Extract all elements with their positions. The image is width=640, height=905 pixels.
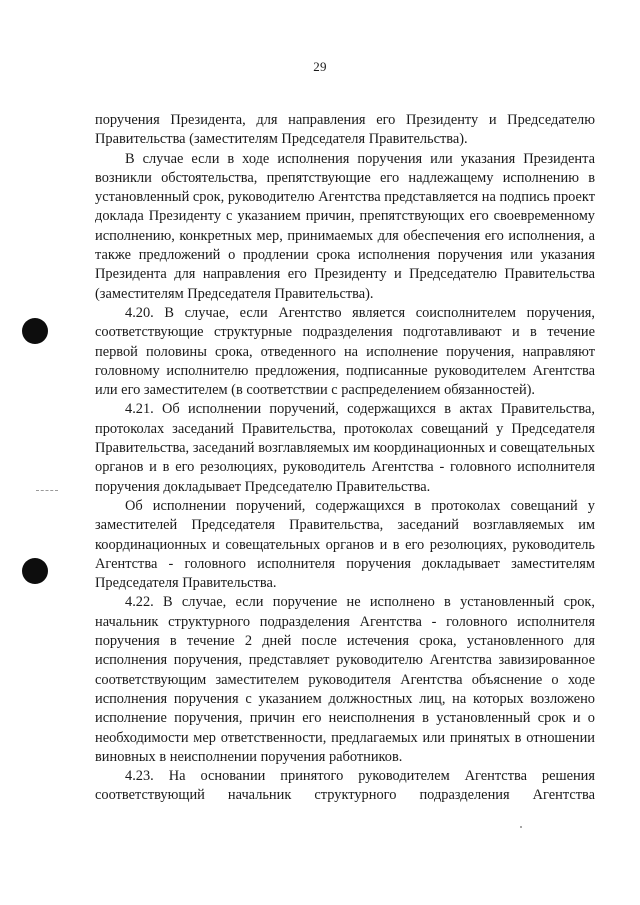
page-number: 29 [313, 59, 327, 74]
paragraph-4-20: 4.20. В случае, если Агентство является соисполнителем поручения, соответствующие структурные подразделения подготавливают и в течение первой половины срока, отведенного на исполнение поручения, направляют головному исполнителю предложения, подписанные руководителем Агентства или его заместителем (в соответствии с распределением обязанностей). [95, 304, 595, 399]
document-body [95, 111, 595, 806]
paragraph-president-deadline: В случае если в ходе исполнения поручения или указания Президента возникли обстоятельства, препятствующие его надлежащему исполнению в установленный срок, руководителю Агентства представляется на подпись проект доклада Президенту с указанием причин, препятствующих его своевременному исполнению, конкретных мер, принимаемых для обеспечения его исполнения, а также предложений о продлении срока исполнения поручения или указания Президента для направления его Президенту и Председателю Правительства (заместителям Председателя Правительства). [95, 150, 595, 302]
paragraph-4-22: 4.22. В случае, если поручение не исполнено в установленный срок, начальник структурного подразделения Агентства - головного исполнителя поручения в течение 2 дней после истечения срока, установленного для исполнения поручения, представляет руководителю Агентства завизированное соответствующим заместителем руководителя Агентства объяснение о ходе исполнения поручения с указанием должностных лиц, на которых возложено исполнение поручения, причин его неисполнения в установленный срок и о необходимости мер ответственности, предлагаемых или принятых в отношении виновных в неисполнении поручения работников. [95, 594, 595, 765]
punch-hole-mark [22, 558, 48, 584]
paragraph-deputy-reports: Об исполнении поручений, содержащихся в протоколах совещаний у заместителей Председателя Правительства, заседаний возглавляемых им координационных и совещательных органов и в его резолюциях, руководитель Агентства - головного исполнителя поручения докладывает заместителям Председателя Правительства. [95, 497, 595, 592]
paragraph-continuation: поручения Президента, для направления его Президенту и Председателю Правительства (заместителям Председателя Правительства). [95, 112, 595, 148]
punch-hole-mark [22, 318, 48, 344]
scan-speck [520, 826, 522, 828]
paragraph-4-21: 4.21. Об исполнении поручений, содержащихся в актах Правительства, протоколах заседаний Правительства, протоколах совещаний у Председателя Правительства, заседаний возглавляемых им координационных и совещательных органов и в его резолюциях, руководитель Агентства - головного исполнителя поручения докладывает Председателю Правительства. [95, 401, 595, 495]
margin-scan-mark [36, 490, 58, 491]
paragraph-4-23: 4.23. На основании принятого руководителем Агентства решения соответствующий начальник структурного подразделения Агентства [95, 768, 595, 804]
